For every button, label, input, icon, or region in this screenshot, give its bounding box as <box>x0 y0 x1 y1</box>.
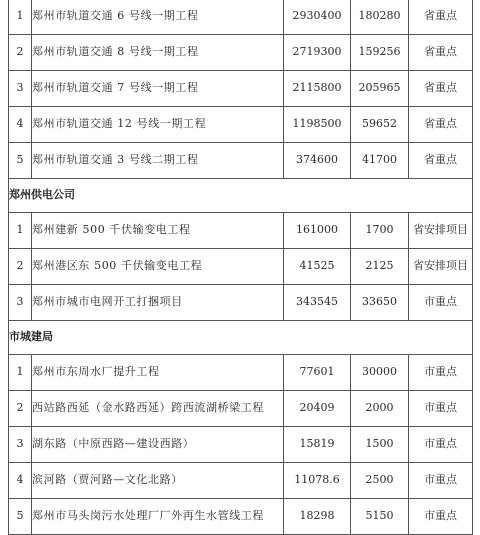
section-header-row <box>9 179 473 213</box>
project-name: 郑州市轨道交通 3 号线二期工程 <box>32 143 284 179</box>
section-title: 郑州供电公司 <box>9 179 473 213</box>
row-number: 2 <box>9 35 32 71</box>
table-row <box>9 71 473 107</box>
annual-investment: 41700 <box>351 143 409 179</box>
project-category: 市重点 <box>409 355 473 391</box>
row-number: 1 <box>9 0 32 35</box>
annual-investment: 1500 <box>351 427 409 463</box>
row-number: 2 <box>9 391 32 427</box>
table-row <box>9 427 473 463</box>
project-name: 郑州市马头岗污水处理厂厂外再生水管线工程 <box>32 499 284 535</box>
table-row <box>9 463 473 499</box>
row-number: 1 <box>9 213 32 249</box>
row-number: 4 <box>9 463 32 499</box>
total-investment: 1198500 <box>284 107 351 143</box>
total-investment: 11078.6 <box>284 463 351 499</box>
section-header-row <box>9 321 473 355</box>
annual-investment: 30000 <box>351 355 409 391</box>
project-category: 市重点 <box>409 499 473 535</box>
project-category: 省安排项目 <box>409 213 473 249</box>
table-row <box>9 285 473 321</box>
total-investment: 18298 <box>284 499 351 535</box>
row-number: 3 <box>9 71 32 107</box>
annual-investment: 205965 <box>351 71 409 107</box>
annual-investment: 59652 <box>351 107 409 143</box>
row-number: 5 <box>9 499 32 535</box>
annual-investment: 180280 <box>351 0 409 35</box>
project-name: 郑州市东周水厂提升工程 <box>32 355 284 391</box>
table-row <box>9 213 473 249</box>
project-name: 郑州建新 500 千伏输变电工程 <box>32 213 284 249</box>
total-investment: 41525 <box>284 249 351 285</box>
annual-investment: 33650 <box>351 285 409 321</box>
project-name: 西站路西延（金水路西延）跨西流湖桥梁工程 <box>32 391 284 427</box>
project-category: 省重点 <box>409 0 473 35</box>
total-investment: 2930400 <box>284 0 351 35</box>
project-table <box>8 0 473 535</box>
table-row <box>9 355 473 391</box>
row-number: 2 <box>9 249 32 285</box>
table-row <box>9 107 473 143</box>
project-category: 省重点 <box>409 143 473 179</box>
table-row <box>9 499 473 535</box>
project-category: 省重点 <box>409 71 473 107</box>
annual-investment: 2500 <box>351 463 409 499</box>
total-investment: 343545 <box>284 285 351 321</box>
table-row <box>9 143 473 179</box>
project-name: 郑州市轨道交通 8 号线一期工程 <box>32 35 284 71</box>
project-name: 郑州市轨道交通 7 号线一期工程 <box>32 71 284 107</box>
project-name: 滨河路（贾河路—文化北路） <box>32 463 284 499</box>
project-name: 湖东路（中原西路—建设西路） <box>32 427 284 463</box>
section-title: 市城建局 <box>9 321 473 355</box>
row-number: 3 <box>9 427 32 463</box>
project-category: 省安排项目 <box>409 249 473 285</box>
project-name: 郑州港区东 500 千伏输变电工程 <box>32 249 284 285</box>
annual-investment: 2000 <box>351 391 409 427</box>
annual-investment: 1700 <box>351 213 409 249</box>
project-name: 郑州市轨道交通 6 号线一期工程 <box>32 0 284 35</box>
table-row <box>9 0 473 35</box>
project-category: 市重点 <box>409 391 473 427</box>
total-investment: 2719300 <box>284 35 351 71</box>
table-row <box>9 35 473 71</box>
project-category: 省重点 <box>409 35 473 71</box>
row-number: 1 <box>9 355 32 391</box>
project-name: 郑州市城市电网开工打捆项目 <box>32 285 284 321</box>
project-category: 市重点 <box>409 463 473 499</box>
project-category: 市重点 <box>409 427 473 463</box>
row-number: 5 <box>9 143 32 179</box>
total-investment: 161000 <box>284 213 351 249</box>
total-investment: 2115800 <box>284 71 351 107</box>
total-investment: 77601 <box>284 355 351 391</box>
total-investment: 15819 <box>284 427 351 463</box>
total-investment: 20409 <box>284 391 351 427</box>
table-row <box>9 249 473 285</box>
project-category: 省重点 <box>409 107 473 143</box>
total-investment: 374600 <box>284 143 351 179</box>
row-number: 3 <box>9 285 32 321</box>
row-number: 4 <box>9 107 32 143</box>
annual-investment: 2125 <box>351 249 409 285</box>
project-name: 郑州市轨道交通 12 号线一期工程 <box>32 107 284 143</box>
annual-investment: 159256 <box>351 35 409 71</box>
table-row <box>9 391 473 427</box>
annual-investment: 5150 <box>351 499 409 535</box>
project-category: 市重点 <box>409 285 473 321</box>
